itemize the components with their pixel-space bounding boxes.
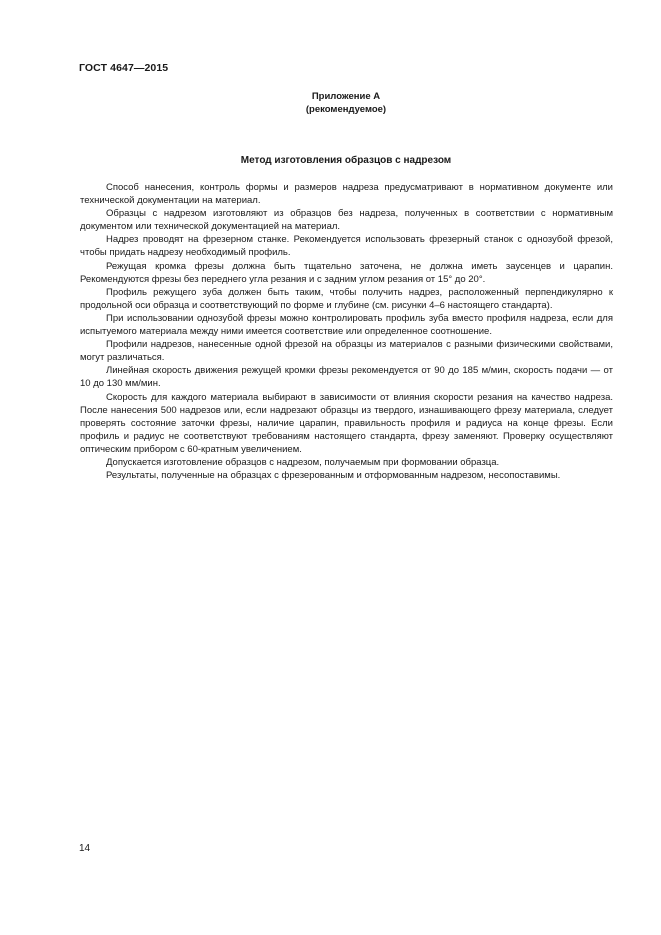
paragraph: Режущая кромка фрезы должна быть тщательно заточена, не должна иметь заусенцев и царапин. Рекомендуются фрезы без переднего угла резания и с задним углом резания от 15° до 20°. (80, 260, 613, 285)
paragraph: Линейная скорость движения режущей кромки фрезы рекомендуется от 90 до 185 м/мин, скорость подачи — от 10 до 130 мм/мин. (80, 365, 613, 390)
paragraph: Образцы с надрезом изготовляют из образцов без надреза, полученных в соответствии с нормативным документом или технической документацией на материал. (80, 208, 613, 233)
annex-heading (79, 91, 613, 116)
paragraph: Профиль режущего зуба должен быть таким, чтобы получить надрез, расположенный перпендикулярно к продольной оси образца и соответствующий по форме и глубине (см. рисунки 4–6 настоящего стандарта). (80, 286, 613, 311)
body-text (80, 181, 613, 482)
annex-status: (рекомендуемое) (305, 103, 387, 115)
paragraph: Результаты, полученные на образцах с фрезерованным и отформованным надрезом, несопоставимы. (106, 470, 561, 482)
paragraph: Способ нанесения, контроль формы и размеров надреза предусматривают в нормативном документе или технической документации на материал. (80, 182, 613, 207)
paragraph: При использовании однозубой фрезы можно контролировать профиль зуба вместо профиля надреза, если для испытуемого материала между ними имеется соответствие или определенное соотношение. (80, 312, 613, 338)
annex-title: Приложение А (311, 91, 381, 102)
paragraph: Надрез проводят на фрезерном станке. Рекомендуется использовать фрезерный станок с однозубой фрезой, чтобы придать надрезу необходимый профиль. (80, 234, 613, 259)
paragraph: Допускается изготовление образцов с надрезом, получаемым при формовании образца. (106, 456, 500, 468)
standard-id-header: ГОСТ 4647—2015 (79, 62, 169, 74)
paragraph: Скорость для каждого материала выбирают в зависимости от влияния скорости резания на качество надреза. После нанесения 500 надрезов или, если надрезают образцы из твердого, изнашивающего фрезу материала, следует проверять состояние заточки фрезы, наличие царапин, правильность профиля и радиуса на конце фрезы. Если профиль и радиус не соответствуют требованиям настоящего стандарта, фрезу заменяют. Проверку осуществляют оптическим прибором с 60-кратным увеличением. (80, 391, 613, 455)
section-title: Метод изготовления образцов с надрезом (240, 155, 452, 166)
paragraph: Профили надрезов, нанесенные одной фрезой на образцы из материалов с разными физическими свойствами, могут различаться. (80, 339, 613, 364)
page-number: 14 (79, 843, 91, 854)
